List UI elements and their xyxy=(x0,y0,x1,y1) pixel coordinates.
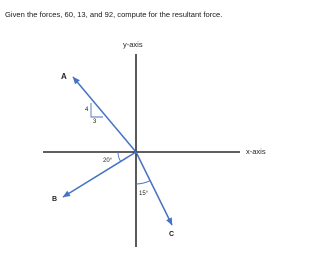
slope-rise-label: 4 xyxy=(85,107,89,113)
vector-c xyxy=(136,152,172,225)
angle-c-arc xyxy=(136,181,150,184)
angle-b-label: 20° xyxy=(103,158,113,164)
slope-run-label: 3 xyxy=(93,119,97,125)
x-axis-label: x-axis xyxy=(246,147,266,156)
problem-statement: Given the forces, 60, 13, and 92, compute for the resultant force. xyxy=(5,10,223,19)
vector-b xyxy=(63,152,136,197)
angle-c-label: 15° xyxy=(139,191,149,197)
vector-b-label: B xyxy=(52,196,58,203)
y-axis-label: y-axis xyxy=(123,40,143,49)
vector-a xyxy=(73,77,136,152)
vector-a-label: A xyxy=(61,72,67,81)
vector-c-label: C xyxy=(169,231,175,238)
angle-b-arc xyxy=(118,152,121,162)
